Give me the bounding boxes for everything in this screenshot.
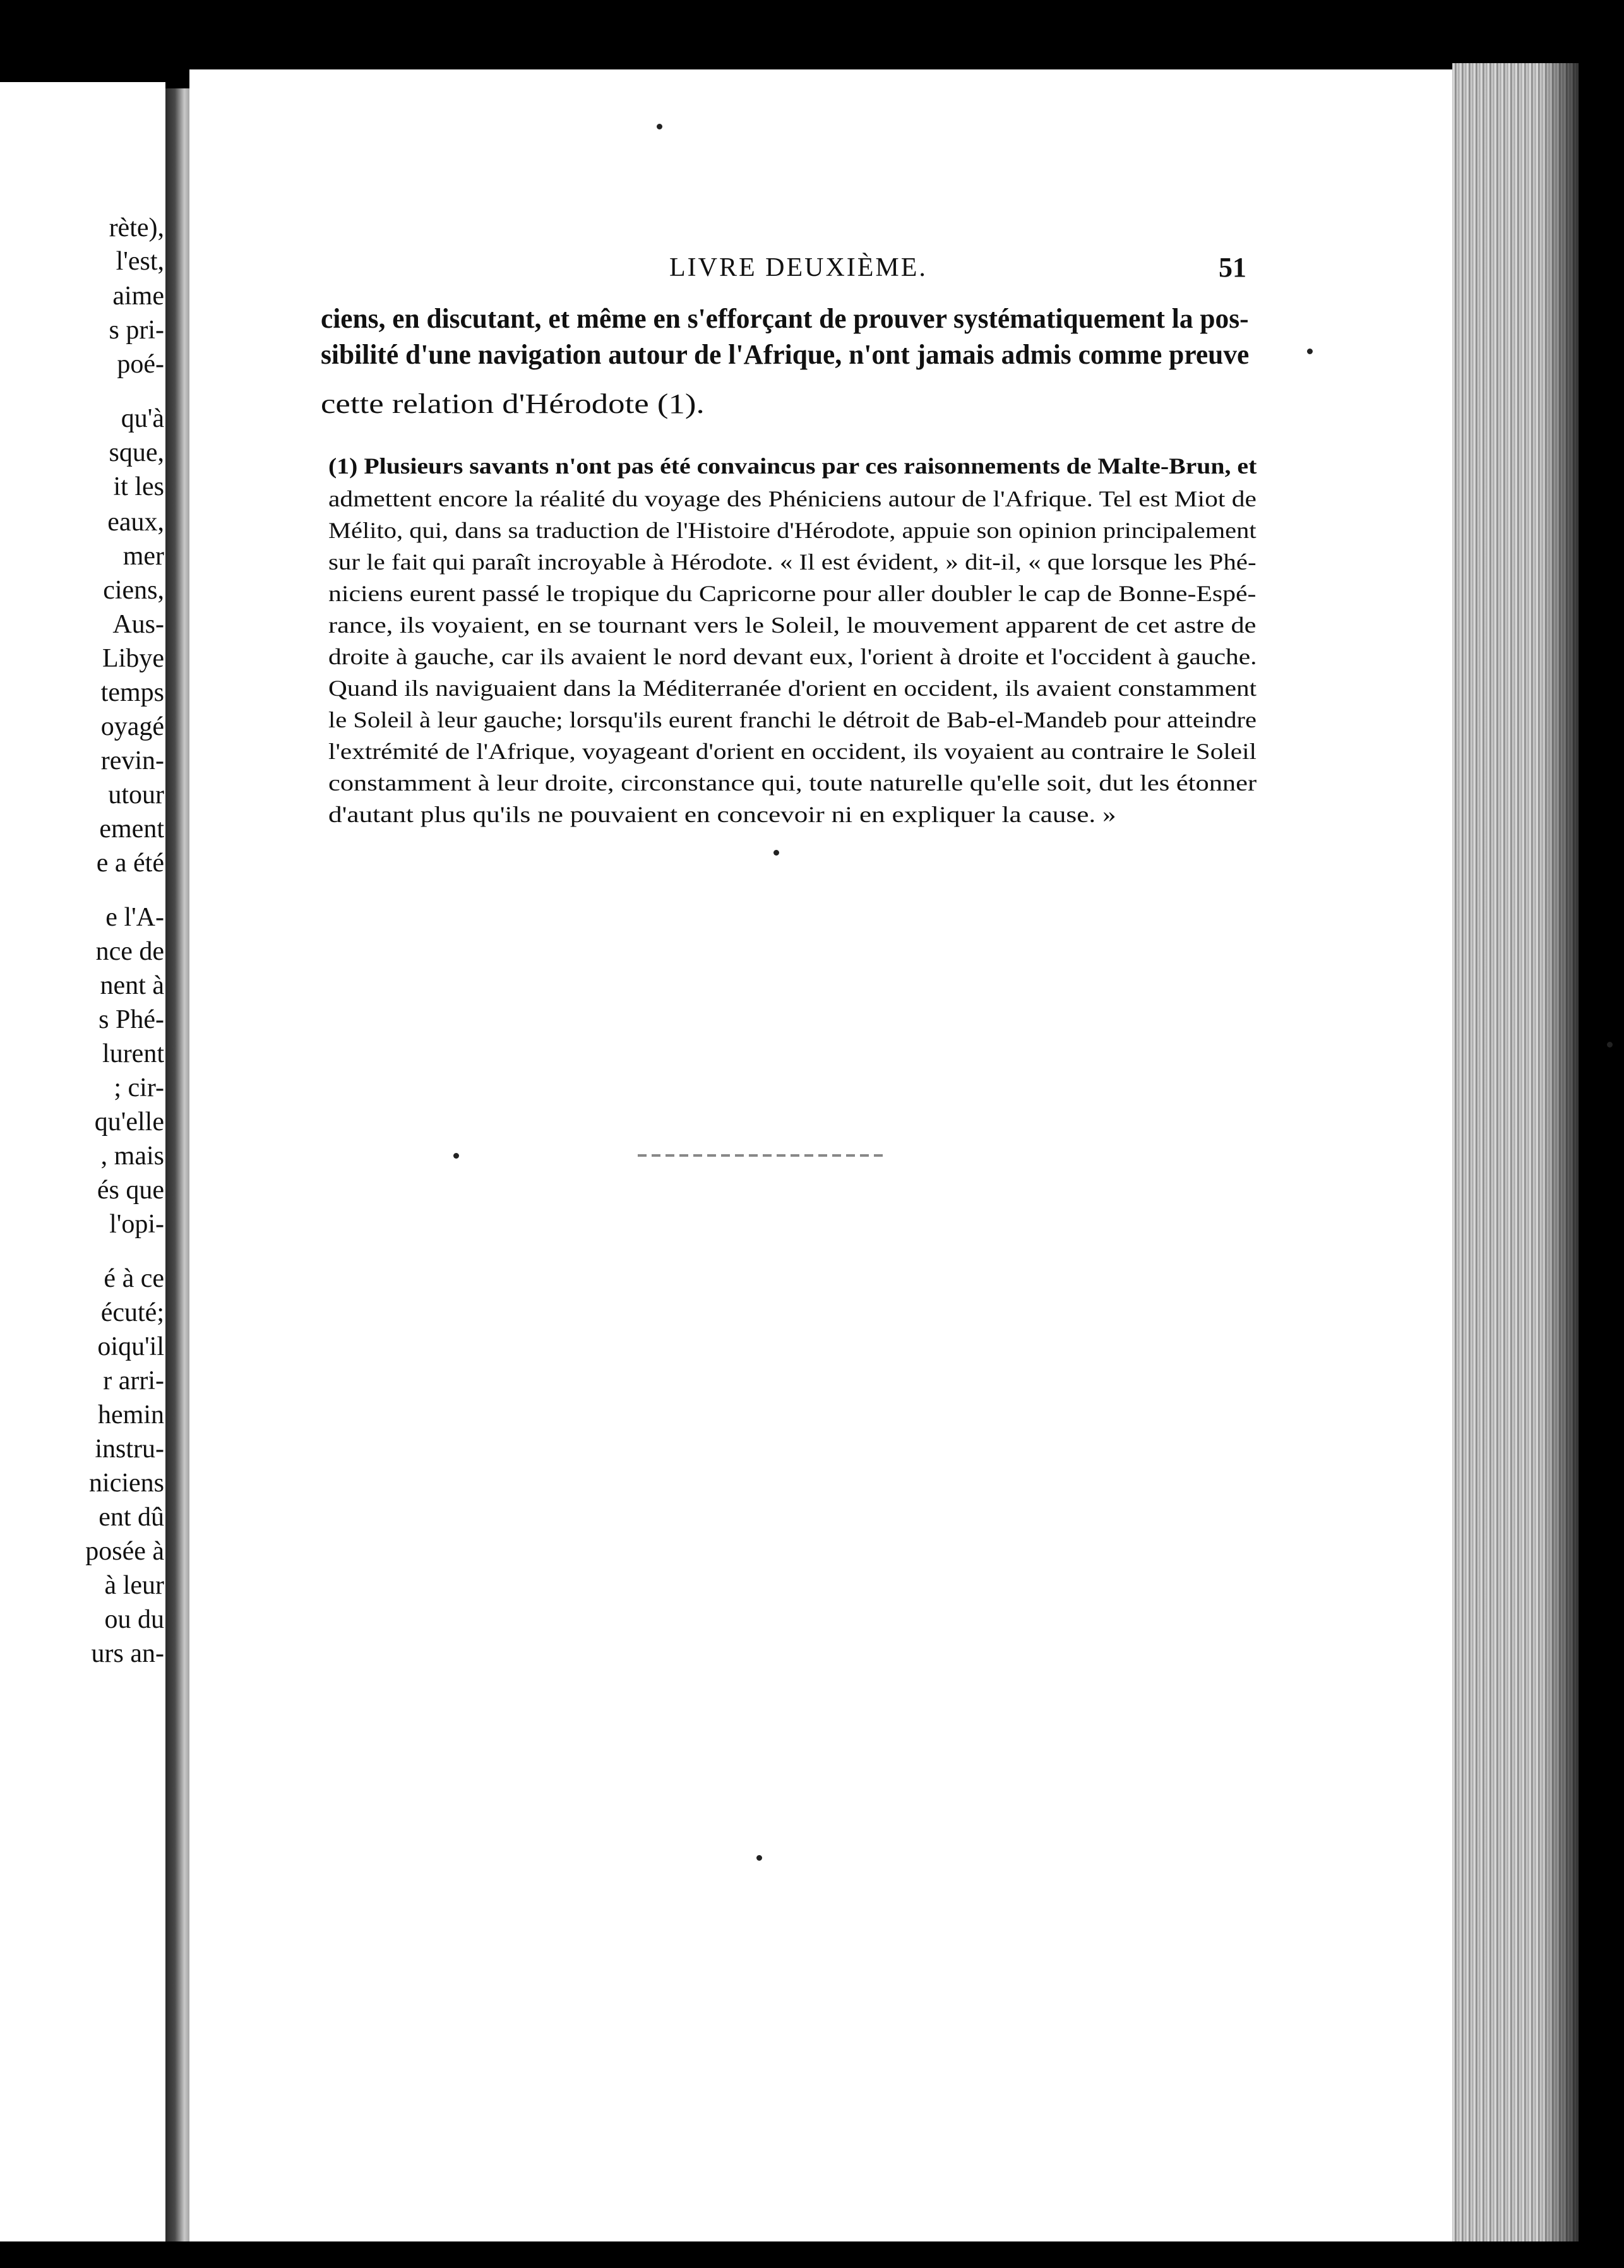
- body-line: cette relation d'Hérodote (1).: [321, 388, 705, 419]
- footnote-line: l'extrémité de l'Afrique, voyageant d'orient en occident, ils voyaient au contraire le Soleil: [328, 739, 1257, 764]
- left-page-text-fragment: temps: [100, 678, 164, 707]
- left-page-text-fragment: urs an-: [91, 1639, 164, 1668]
- footnote-line: constamment à leur droite, circonstance qui, toute naturelle qu'elle soit, dut les étonner: [328, 770, 1257, 796]
- left-page-text-fragment: Libye: [102, 644, 164, 673]
- left-page-text-fragment: mer: [122, 542, 164, 571]
- footnote-line: admettent encore la réalité du voyage des Phéniciens autour de l'Afrique. Tel est Miot de: [328, 486, 1257, 511]
- left-page-text-fragment: posée à: [85, 1537, 164, 1566]
- left-page-text-fragment: aime: [112, 282, 164, 311]
- left-page-text-fragment: oiqu'il: [97, 1332, 164, 1361]
- left-page-text-fragment: ement: [99, 815, 164, 844]
- scan-speck: [657, 124, 662, 129]
- footnote-line: Quand ils naviguaient dans la Méditerranée d'orient en occident, ils avaient constamment: [328, 676, 1257, 701]
- scan-speck: [773, 850, 779, 856]
- left-page-text-fragment: ent dû: [99, 1503, 164, 1532]
- footnote-line: droite à gauche, car ils avaient le nord devant eux, l'orient à droite et l'occident à gauche.: [328, 644, 1257, 669]
- scan-speck: [1607, 1042, 1613, 1047]
- left-page-text-fragment: rète),: [109, 213, 164, 242]
- footnote-line: Mélito, qui, dans sa traduction de l'Histoire d'Hérodote, appuie son opinion principalement: [328, 518, 1257, 543]
- left-page-text-fragment: é à ce: [104, 1264, 164, 1293]
- left-page-text-fragment: hemin: [98, 1400, 164, 1429]
- left-page-text-fragment: l'opi-: [109, 1210, 164, 1239]
- left-page-text-fragment: Aus-: [112, 610, 164, 639]
- left-facing-page: [0, 82, 165, 2241]
- left-page-text-fragment: nent à: [100, 971, 164, 1000]
- page-number: 51: [1219, 252, 1246, 283]
- footnote-line: d'autant plus qu'ils ne pouvaient en concevoir ni en expliquer la cause. »: [328, 802, 1116, 827]
- left-page-text-fragment: eaux,: [107, 508, 164, 537]
- left-page-text-fragment: oyagé: [100, 712, 164, 741]
- left-page-text-fragment: niciens: [89, 1469, 164, 1498]
- left-page-text-fragment: l'est,: [116, 247, 164, 276]
- footnote-line: niciens eurent passé le tropique du Capricorne pour aller doubler le cap de Bonne-Espé-: [328, 581, 1257, 606]
- left-page-text-fragment: utour: [108, 780, 164, 809]
- body-line: sibilité d'une navigation autour de l'Afrique, n'ont jamais admis comme preuve: [321, 339, 1250, 370]
- left-page-text-fragment: it les: [113, 472, 164, 501]
- left-page-text-fragment: e a été: [96, 849, 164, 878]
- footnote-line: le Soleil à leur gauche; lorsqu'ils eurent franchi le détroit de Bab-el-Mandeb pour atteindre: [328, 707, 1257, 732]
- left-page-text-fragment: revin-: [100, 746, 164, 775]
- footnote-line: sur le fait qui paraît incroyable à Hérodote. « Il est évident, » dit-il, « que lorsque les Phé-: [328, 549, 1257, 575]
- left-page-text-fragment: qu'elle: [94, 1107, 164, 1137]
- left-page-text-fragment: és que: [97, 1176, 164, 1205]
- left-page-text-fragment: instru-: [95, 1435, 164, 1464]
- scan-speck: [756, 1855, 762, 1861]
- left-page-text-fragment: ciens,: [103, 576, 164, 605]
- scan-speck: [453, 1153, 459, 1159]
- footnote-line: rance, ils voyaient, en se tournant vers le Soleil, le mouvement apparent de cet astre de: [328, 612, 1257, 638]
- running-head: LIVRE DEUXIÈME.: [669, 253, 928, 282]
- left-page-text-fragment: lurent: [102, 1039, 164, 1068]
- left-page-text-fragment: ou du: [104, 1605, 164, 1634]
- footnote-line: (1) Plusieurs savants n'ont pas été convaincus par ces raisonnements de Malte-Brun, et: [328, 453, 1257, 479]
- left-page-text-fragment: r arri-: [103, 1366, 164, 1395]
- scan-smudge: [638, 1154, 884, 1157]
- body-line: ciens, en discutant, et même en s'efforçant de prouver systématiquement la pos-: [321, 303, 1249, 334]
- left-page-text-fragment: s pri-: [109, 316, 164, 345]
- left-page-text-fragment: qu'à: [121, 404, 164, 433]
- left-page-text-fragment: sque,: [109, 438, 164, 467]
- scan-speck: [1307, 349, 1313, 354]
- left-page-text-fragment: e l'A-: [105, 903, 164, 932]
- left-page-text-fragment: écuté;: [100, 1298, 164, 1327]
- left-page-text-fragment: , mais: [100, 1142, 164, 1171]
- left-page-text-fragment: nce de: [95, 937, 164, 966]
- left-page-text-fragment: ; cir-: [114, 1073, 164, 1102]
- left-page-text-fragment: à leur: [104, 1571, 164, 1600]
- fore-edge-shadow: [1541, 63, 1585, 2241]
- left-page-text-fragment: s Phé-: [99, 1005, 164, 1034]
- left-page-text-fragment: poé-: [117, 350, 164, 379]
